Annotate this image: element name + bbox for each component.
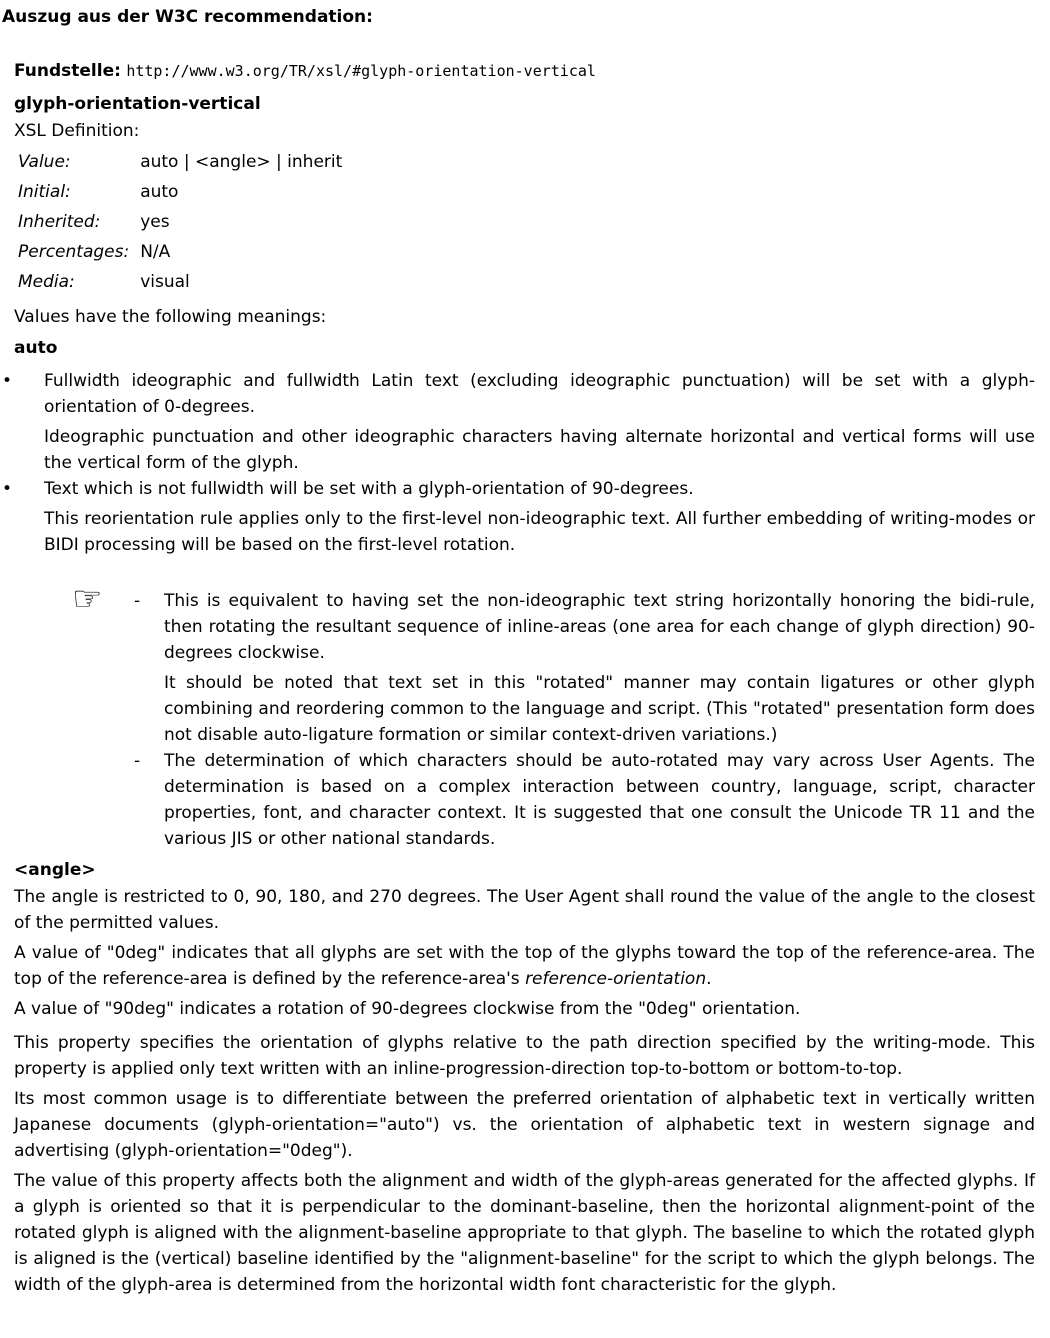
meanings-intro: Values have the following meanings:	[14, 307, 327, 327]
fundstelle-label: Fundstelle:	[14, 61, 121, 81]
prop-key: Inherited:	[18, 212, 101, 232]
angle-text: A value of "0deg" indicates that all glyphs are set with the top of the glyphs toward the top of the reference-area. The top of the reference-area is defined by the reference-area's	[14, 943, 1035, 989]
prop-key: Media:	[18, 272, 75, 292]
description-paragraph: Its most common usage is to differentiate between the preferred orientation of alphabetic text in vertically written Japanese documents (glyph-orientation="auto") vs. the orientation of alphabetic text in western signage and advertising (glyph-orientation="0deg").	[14, 1089, 1035, 1161]
property-definition-table	[14, 149, 349, 299]
angle-paragraph	[14, 940, 1035, 992]
note-paragraph: It should be noted that text set in this "rotated" manner may contain ligatures or other glyph combining and reordering common to the language and script. (This "rotated" presentation form does not disable auto-ligature formation or similar context-driven variations.)	[164, 673, 1035, 745]
auto-bullet-list	[14, 368, 1035, 558]
prop-value: auto | <angle> | inherit	[140, 152, 343, 172]
prop-value: yes	[140, 212, 170, 232]
prop-value: visual	[140, 272, 190, 292]
prop-key: Initial:	[18, 182, 71, 202]
bullet-paragraph: • Fullwidth ideographic and fullwidth Latin text (excluding ideographic punctuation) will be set with a glyph-orientation of 0-degrees.	[44, 371, 1035, 417]
table-row	[14, 179, 349, 209]
bullet-paragraph: • Text which is not fullwidth will be set with a glyph-orientation of 90-degrees.	[44, 479, 694, 499]
table-row	[14, 269, 349, 299]
xsl-definition-label: XSL Definition:	[14, 121, 140, 141]
note-paragraph: - The determination of which characters should be auto-rotated may vary across User Agents. The determination is based on a complex interaction between country, language, script, character properties, font, and character context. It is suggested that one consult the Unicode TR 11 and the various JIS or other national standards.	[164, 751, 1035, 849]
prop-key: Percentages:	[18, 242, 130, 262]
list-item	[14, 368, 1035, 476]
auto-term: auto	[14, 338, 58, 358]
fundstelle-line	[14, 56, 1035, 86]
note-item	[164, 588, 1035, 748]
table-row	[14, 239, 349, 269]
prop-value: N/A	[140, 242, 171, 262]
note-item	[164, 748, 1035, 852]
description-paragraph: This property specifies the orientation of glyphs relative to the path direction specified by the writing-mode. This property is applied only text written with an inline-progression-direction top-to-bottom or bottom-to-top.	[14, 1033, 1035, 1079]
fundstelle-url[interactable]: http://www.w3.org/TR/xsl/#glyph-orientation-vertical	[126, 62, 596, 80]
reference-orientation-term: reference-orientation	[525, 969, 707, 989]
angle-paragraph: The angle is restricted to 0, 90, 180, and 270 degrees. The User Agent shall round the value of the angle to the closest of the permitted values.	[14, 887, 1035, 933]
note-block	[14, 579, 1035, 852]
bullet-paragraph: Ideographic punctuation and other ideographic characters having alternate horizontal and vertical forms will use the vertical form of the glyph.	[44, 427, 1035, 473]
description-paragraph: The value of this property affects both the alignment and width of the glyph-areas generated for the affected glyphs. If a glyph is oriented so that it is perpendicular to the dominant-baseline, then the horizontal alignment-point of the rotated glyph is aligned with the alignment-baseline appropriate to that glyph. The baseline to which the rotated glyph is aligned is the (vertical) baseline identified by the "alignment-baseline" for the script to which the glyph belongs. The width of the glyph-area is determined from the horizontal width font characteristic for the glyph.	[14, 1171, 1035, 1295]
note-paragraph: - This is equivalent to having set the non-ideographic text string horizontally honoring the bidi-rule, then rotating the resultant sequence of inline-areas (one area for each change of glyph direction) 90-degrees clockwise.	[164, 591, 1035, 663]
list-item	[14, 476, 1035, 558]
angle-term: <angle>	[14, 860, 96, 880]
document-body	[14, 56, 1035, 1298]
table-row	[14, 149, 349, 179]
property-name: glyph-orientation-vertical	[14, 94, 261, 114]
bullet-paragraph: This reorientation rule applies only to the first-level non-ideographic text. All further embedding of writing-modes or BIDI processing will be based on the first-level rotation.	[44, 509, 1035, 555]
pointing-hand-icon: ☞	[72, 579, 103, 619]
document-heading: Auszug aus der W3C recommendation:	[2, 7, 373, 27]
prop-key: Value:	[18, 152, 71, 172]
angle-text: .	[706, 969, 712, 989]
table-row	[14, 209, 349, 239]
angle-paragraph: A value of "90deg" indicates a rotation of 90-degrees clockwise from the "0deg" orientation.	[14, 999, 801, 1019]
prop-value: auto	[140, 182, 179, 202]
